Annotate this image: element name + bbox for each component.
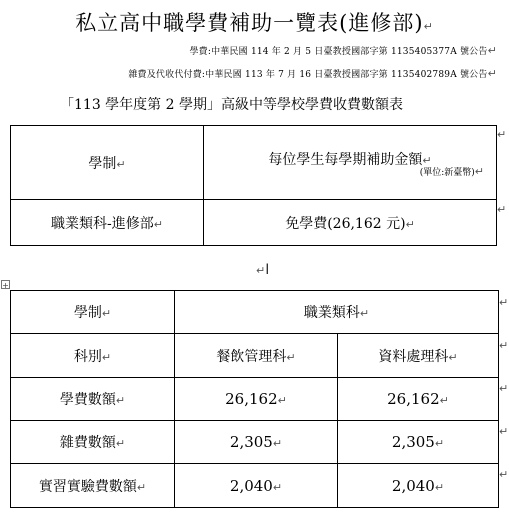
- table-row: [11, 421, 499, 464]
- fee-table-subtitle: [60, 94, 403, 114]
- cell-value: 2,305: [391, 433, 435, 451]
- paragraph-mark: ↵: [153, 217, 163, 231]
- cell-text: 學制: [88, 155, 117, 172]
- subsidy-table: [10, 125, 497, 246]
- paragraph-mark: ↵: [434, 437, 445, 450]
- row-end-mark: ↵: [499, 468, 509, 481]
- page-title-text: 私立高中職學費補助一覽表(進修部): [75, 11, 424, 35]
- fee-header-vocational[interactable]: [175, 291, 499, 334]
- table-row: [11, 334, 499, 378]
- fee-subject-label[interactable]: [11, 334, 175, 378]
- cell-value: 2,305: [229, 433, 273, 451]
- row-label-lab[interactable]: [11, 464, 175, 508]
- table-move-handle-icon[interactable]: [1, 280, 10, 289]
- paragraph-mark: ↵: [448, 350, 458, 364]
- page-title: [0, 7, 509, 37]
- cell-value: 2,040: [229, 476, 273, 495]
- handle-glyph: +: [2, 281, 9, 290]
- cell-text: 職業類科-進修部: [51, 215, 154, 232]
- table-row: [11, 291, 499, 334]
- cell-text: 職業類科: [303, 305, 360, 321]
- row-end-mark: ↵: [497, 203, 507, 216]
- currency-unit-label: [420, 165, 484, 178]
- tuition-catering[interactable]: [175, 378, 338, 421]
- paragraph-mark: ↵: [115, 437, 126, 450]
- cursor-glyph: I: [265, 262, 270, 278]
- cell-value: 2,040: [391, 476, 435, 495]
- paragraph-mark: ↵: [101, 307, 112, 320]
- paragraph-mark: ↵: [116, 157, 126, 171]
- fee-table-subtitle-text: 「113 學年度第 2 學期」高級中等學校學費收費數額表: [60, 97, 403, 113]
- paragraph-mark: ↵: [487, 67, 497, 80]
- table-row: [11, 200, 497, 246]
- subsidy-row-label[interactable]: [11, 200, 204, 246]
- misc-catering[interactable]: [175, 421, 338, 464]
- paragraph-mark: ↵: [277, 394, 287, 407]
- cell-text: 資料處理科: [378, 348, 449, 365]
- tuition-data-processing[interactable]: [338, 378, 499, 421]
- paragraph-mark: ↵: [272, 480, 283, 494]
- subsidy-header-system[interactable]: [11, 126, 204, 200]
- paragraph-mark: ↵: [434, 480, 445, 494]
- fee-table: [10, 290, 499, 508]
- text-cursor-icon: [256, 262, 269, 278]
- paragraph-mark: ↵: [272, 437, 283, 450]
- tuition-announcement-note: [189, 44, 497, 57]
- paragraph-mark: ↵: [405, 217, 415, 231]
- paragraph-mark: ↵: [439, 394, 449, 407]
- subsidy-row-value[interactable]: [204, 200, 497, 246]
- paragraph-mark: ↵: [487, 44, 497, 57]
- paragraph-mark: ↵: [423, 20, 434, 33]
- cell-text: 雜費數額: [59, 435, 116, 451]
- subsidy-header-amount[interactable]: [204, 126, 497, 200]
- cell-text: 實習實驗費數額: [38, 478, 137, 495]
- paragraph-mark: ↵: [474, 165, 484, 178]
- paragraph-mark: ↵: [115, 394, 126, 407]
- lab-data-processing[interactable]: [338, 464, 499, 508]
- paragraph-mark: ↵: [286, 350, 296, 364]
- row-end-mark: ↵: [499, 296, 509, 309]
- table-row: [11, 126, 497, 200]
- cell-text: 餐飲管理科: [216, 348, 287, 365]
- tuition-announcement-text: 學費:中華民國 114 年 2 月 5 日臺教授國部字第 1135405377A 號公告: [189, 47, 488, 57]
- paragraph-mark: ↵: [101, 350, 112, 364]
- misc-data-processing[interactable]: [338, 421, 499, 464]
- lab-catering[interactable]: [175, 464, 338, 508]
- cell-text: 每位學生每學期補助金額: [268, 151, 423, 168]
- paragraph-mark: ↵: [422, 153, 432, 167]
- row-end-mark: ↵: [499, 425, 509, 438]
- misc-fee-announcement-note: [128, 67, 497, 80]
- paragraph-mark: ↵: [359, 307, 370, 320]
- fee-header-system[interactable]: [11, 291, 175, 334]
- row-label-misc[interactable]: [11, 421, 175, 464]
- cell-text: 科別: [73, 348, 102, 365]
- row-end-mark: ↵: [497, 128, 507, 141]
- paragraph-mark: ↵: [136, 480, 147, 494]
- table-row: [11, 464, 499, 508]
- cell-text: 免學費(26,162 元): [285, 215, 406, 232]
- cell-value: 26,162: [387, 390, 440, 408]
- row-end-mark: ↵: [499, 339, 509, 352]
- row-end-mark: ↵: [499, 382, 509, 395]
- cell-text: 學費數額: [59, 392, 116, 408]
- paragraph-mark: ↵: [256, 264, 266, 277]
- subject-data-processing[interactable]: [338, 334, 499, 378]
- table-row: [11, 378, 499, 421]
- cell-value: 26,162: [225, 390, 278, 408]
- currency-unit-text: (單位:新臺幣): [419, 168, 475, 178]
- row-label-tuition[interactable]: [11, 378, 175, 421]
- cell-text: 學制: [73, 305, 102, 321]
- subject-catering[interactable]: [175, 334, 338, 378]
- misc-fee-announcement-text: 雜費及代收代付費:中華民國 113 年 7 月 16 日臺教授國部字第 1135402789A 號公告: [128, 70, 488, 80]
